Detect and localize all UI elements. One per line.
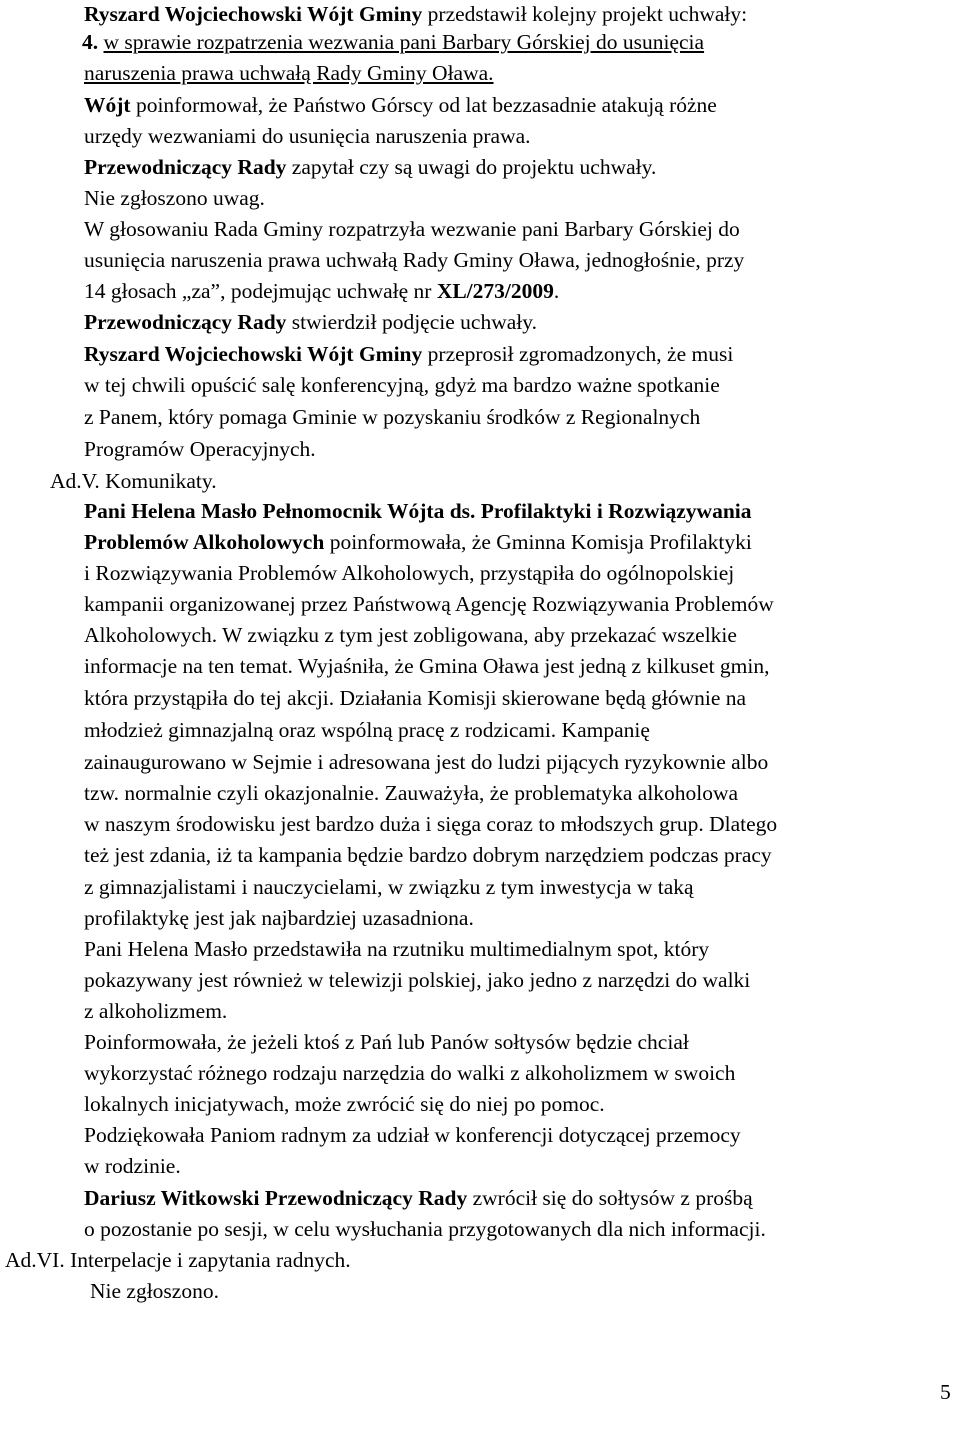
- text-run: urzędy wezwaniami do usunięcia naruszenia prawa.: [84, 124, 531, 148]
- text-line: [84, 153, 656, 181]
- text-run: przedstawił kolejny projekt uchwały:: [422, 2, 748, 26]
- text-run: 14 głosach „za”, podejmując uchwałę nr: [84, 279, 437, 303]
- bold-text: Dariusz Witkowski Przewodniczący Rady: [84, 1186, 468, 1210]
- text-run: wykorzystać różnego rodzaju narzędzia do walki z alkoholizmem w swoich: [84, 1061, 736, 1085]
- text-line: [84, 873, 694, 901]
- text-line: [84, 184, 265, 212]
- text-line: [84, 1090, 605, 1118]
- text-line: [84, 748, 768, 776]
- text-line: [84, 810, 777, 838]
- text-line: [84, 277, 559, 305]
- text-line: [84, 621, 737, 649]
- bold-text: 4.: [82, 30, 99, 54]
- text-line: [84, 1184, 753, 1212]
- text-run: z gimnazjalistami i nauczycielami, w związku z tym inwestycja w taką: [84, 875, 694, 899]
- text-run: o pozostanie po sesji, w celu wysłuchania przygotowanych dla nich informacji.: [84, 1217, 766, 1241]
- text-line: [84, 215, 740, 243]
- text-run: Nie zgłoszono uwag.: [84, 186, 265, 210]
- text-run: informacje na ten temat. Wyjaśniła, że Gmina Oława jest jedną z kilkuset gmin,: [84, 654, 770, 678]
- bold-text: Przewodniczący Rady: [84, 155, 287, 179]
- text-line: [5, 1246, 351, 1274]
- text-line: [82, 28, 704, 56]
- text-line: [84, 779, 738, 807]
- text-line: [84, 0, 747, 28]
- text-line: [84, 716, 650, 744]
- text-line: [84, 435, 316, 463]
- page-number: 5: [940, 1380, 951, 1404]
- text-line: [84, 652, 770, 680]
- text-run: profilaktykę jest jak najbardziej uzasadniona.: [84, 906, 474, 930]
- text-run: zwrócił się do sołtysów z prośbą: [467, 1186, 753, 1210]
- text-run: W głosowaniu Rada Gminy rozpatrzyła wezwanie pani Barbary Górskiej do: [84, 217, 740, 241]
- text-line: [84, 1215, 766, 1243]
- text-line: [84, 966, 750, 994]
- text-line: [84, 246, 744, 274]
- text-line: [50, 467, 217, 495]
- text-run: Ad.V. Komunikaty.: [50, 469, 217, 493]
- bold-text: Ryszard Wojciechowski Wójt Gminy: [84, 342, 423, 366]
- text-line: [84, 122, 531, 150]
- text-line: [84, 559, 734, 587]
- text-run: z alkoholizmem.: [84, 999, 228, 1023]
- text-line: [90, 1277, 219, 1305]
- bold-text: Wójt: [84, 93, 131, 117]
- bold-text: XL/273/2009: [436, 279, 554, 303]
- text-run: młodzież gimnazjalną oraz wspólną pracę z rodzicami. Kampanię: [84, 718, 650, 742]
- text-run: zainaugurowano w Sejmie i adresowana jest do ludzi pijących ryzykownie albo: [84, 750, 769, 774]
- text-line: [84, 371, 720, 399]
- text-line: [84, 91, 717, 119]
- text-run: z Panem, który pomaga Gminie w pozyskaniu środków z Regionalnych: [84, 405, 701, 429]
- text-run: w rodzinie.: [84, 1154, 181, 1178]
- text-line: [84, 497, 752, 525]
- text-run: też jest zdania, iż ta kampania będzie bardzo dobrym narzędziem podczas pracy: [84, 843, 772, 867]
- text-run: lokalnych inicjatywach, może zwrócić się do niej po pomoc.: [84, 1092, 605, 1116]
- text-run: usunięcia naruszenia prawa uchwałą Rady Gminy Oława, jednogłośnie, przy: [84, 248, 745, 272]
- text-run: Pani Helena Masło przedstawiła na rzutniku multimedialnym spot, który: [84, 937, 710, 961]
- text-run: poinformowała, że Gminna Komisja Profilaktyki: [324, 530, 752, 554]
- text-run: .: [553, 279, 560, 303]
- text-run: w naszym środowisku jest bardzo duża i sięga coraz to młodszych grup. Dlatego: [84, 812, 778, 836]
- text-run: w tej chwili opuścić salę konferencyjną, gdyż ma bardzo ważne spotkanie: [84, 373, 720, 397]
- text-line: [84, 1121, 741, 1149]
- bold-text: Pani Helena Masło Pełnomocnik Wójta ds. Profilaktyki i Rozwiązywania: [84, 499, 752, 523]
- text-line: [84, 997, 227, 1025]
- text-run: tzw. normalnie czyli okazjonalnie. Zauważyła, że problematyka alkoholowa: [84, 781, 739, 805]
- text-run: Poinformowała, że jeżeli ktoś z Pań lub Panów sołtysów będzie chciał: [84, 1030, 689, 1054]
- text-run: Nie zgłoszono.: [90, 1279, 219, 1303]
- text-run: zapytał czy są uwagi do projektu uchwały.: [286, 155, 657, 179]
- text-run: stwierdził podjęcie uchwały.: [286, 310, 537, 334]
- text-line: [84, 403, 700, 431]
- text-line: [84, 340, 733, 368]
- text-run: przeprosił zgromadzonych, że musi: [422, 342, 734, 366]
- text-line: [84, 1028, 689, 1056]
- text-run: która przystąpiła do tej akcji. Działania Komisji skierowane będą głównie na: [84, 686, 747, 710]
- bold-text: Przewodniczący Rady: [84, 310, 287, 334]
- text-line: [84, 308, 537, 336]
- text-line: [84, 935, 709, 963]
- text-run: Programów Operacyjnych.: [84, 437, 316, 461]
- text-line: [84, 1059, 735, 1087]
- text-run: i Rozwiązywania Problemów Alkoholowych, przystąpiła do ogólnopolskiej: [84, 561, 735, 585]
- bold-text: Ryszard Wojciechowski Wójt Gminy: [84, 2, 423, 26]
- text-run: Alkoholowych. W związku z tym jest zobligowana, aby przekazać wszelkie: [84, 623, 737, 647]
- text-line: [84, 684, 746, 712]
- text-run: Podziękowała Paniom radnym za udział w konferencji dotyczącej przemocy: [84, 1123, 741, 1147]
- text-run: kampanii organizowanej przez Państwową Agencję Rozwiązywania Problemów: [84, 592, 774, 616]
- text-line: [84, 528, 752, 556]
- underlined-text: naruszenia prawa uchwałą Rady Gminy Oława.: [84, 61, 494, 85]
- text-line: [84, 59, 494, 87]
- bold-text: Problemów Alkoholowych: [84, 530, 325, 554]
- underlined-text: w sprawie rozpatrzenia wezwania pani Barbary Górskiej do usunięcia: [103, 30, 705, 54]
- text-line: [84, 1152, 181, 1180]
- text-line: [84, 590, 774, 618]
- text-run: poinformował, że Państwo Górscy od lat bezzasadnie atakują różne: [130, 93, 717, 117]
- text-line: [84, 904, 474, 932]
- text-line: [84, 841, 772, 869]
- text-run: Ad.VI. Interpelacje i zapytania radnych.: [5, 1248, 351, 1272]
- text-run: pokazywany jest również w telewizji polskiej, jako jedno z narzędzi do walki: [84, 968, 751, 992]
